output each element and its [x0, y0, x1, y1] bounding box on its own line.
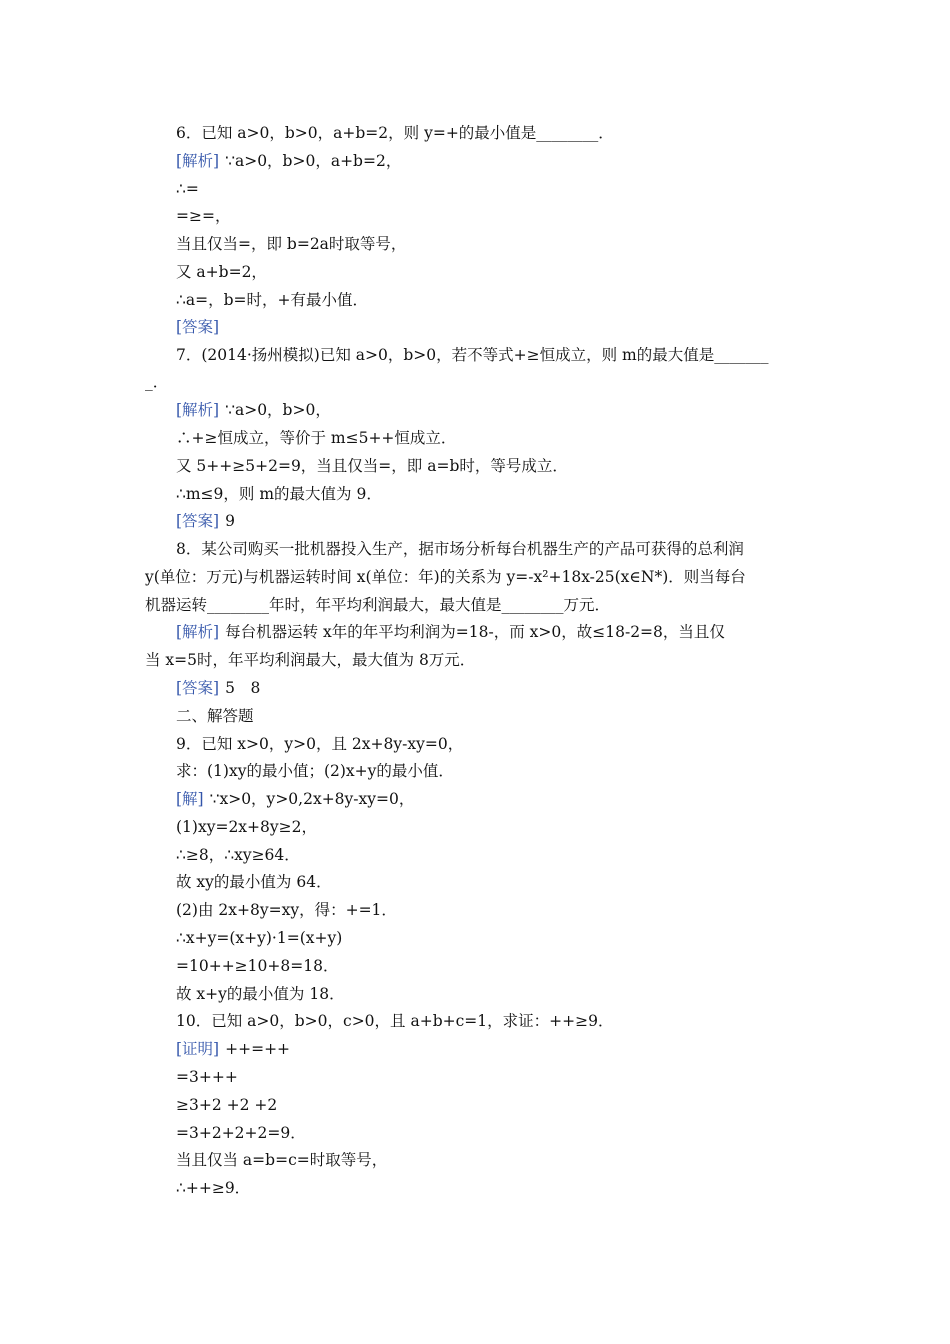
text-line: =10++≥10+8=18． — [176, 957, 339, 975]
text-line: ∴+≥恒成立，等价于 m≤5++恒成立． — [176, 429, 457, 447]
text-line: =≥=， — [176, 207, 231, 225]
text-line: ∴m≤9，则 m的最大值为 9． — [176, 485, 382, 503]
text-line: 8．某公司购买一批机器投入生产，据市场分析每台机器生产的产品可获得的总利润 — [176, 540, 744, 558]
text-line: [解析] ∵a>0，b>0，a+b=2， — [176, 152, 402, 170]
text-line: 机器运转________年时，年平均利润最大，最大值是________万元． — [145, 596, 611, 614]
text-line: (1)xy=2x+8y≥2， — [176, 818, 317, 836]
analysis-tag: [解析] — [176, 623, 220, 641]
text-line: 故 x+y的最小值为 18． — [176, 985, 345, 1003]
text-line: [解析] ∵a>0，b>0， — [176, 401, 331, 419]
text-line: 当且仅当=，即 b=2a时取等号， — [176, 235, 407, 253]
text-line: 6．已知 a>0，b>0，a+b=2，则 y=+的最小值是________． — [176, 124, 614, 142]
text-line: [解] ∵x>0，y>0,2x+8y-xy=0， — [176, 790, 415, 808]
text-line: ≥3+2 +2 +2 — [176, 1096, 278, 1114]
answer-tag: [答案] — [176, 512, 220, 530]
text-line: 10．已知 a>0，b>0，c>0，且 a+b+c=1，求证：++≥9． — [176, 1012, 614, 1030]
section-heading: 二、解答题 — [176, 707, 254, 725]
text-line: 当且仅当 a=b=c=时取等号， — [176, 1151, 388, 1169]
text-line: 故 xy的最小值为 64． — [176, 873, 332, 891]
text-line: [解析] 每台机器运转 x年的年平均利润为=18-，而 x>0，故≤18-2=8，当且仅 — [176, 623, 725, 641]
text-line: =3+++ — [176, 1068, 238, 1086]
text-line: 9．已知 x>0，y>0，且 2x+8y-xy=0， — [176, 735, 464, 753]
text-line: ∴++≥9． — [176, 1179, 251, 1197]
answer-tag: [答案] — [176, 318, 220, 336]
text-line: ∴a=，b=时，+有最小值． — [176, 291, 368, 309]
text-line: ∴= — [176, 180, 199, 198]
text-line: (2)由 2x+8y=xy，得：+=1． — [176, 901, 397, 919]
text-line: 又 5++≥5+2=9，当且仅当=，即 a=b时，等号成立． — [176, 457, 568, 475]
text-line: 求：(1)xy的最小值；(2)x+y的最小值． — [176, 762, 454, 780]
text-line: [答案] 9 — [176, 512, 235, 530]
analysis-tag: [解析] — [176, 152, 220, 170]
text-line: 当 x=5时，年平均利润最大，最大值为 8万元． — [145, 651, 476, 669]
solution-tag: [解] — [176, 790, 204, 808]
answer-tag: [答案] — [176, 679, 220, 697]
text-line: [证明] ++=++ — [176, 1040, 291, 1058]
text-line: 7．(2014·扬州模拟)已知 a>0，b>0，若不等式+≥恒成立，则 m的最大值是_______ — [176, 346, 769, 364]
proof-tag: [证明] — [176, 1040, 220, 1058]
analysis-tag: [解析] — [176, 401, 220, 419]
text-line: 又 a+b=2， — [176, 263, 267, 281]
text-line — [176, 314, 225, 340]
text-line: y(单位：万元)与机器运转时间 x(单位：年)的关系为 y=-x²+18x-25(x∈N*)．则当每台 — [145, 568, 746, 586]
text-line: ∴≥8，∴xy≥64． — [176, 846, 300, 864]
text-line: _． — [145, 373, 169, 391]
text-line: ∴x+y=(x+y)·1=(x+y) — [176, 929, 343, 947]
text-line: [答案] 5 8 — [176, 679, 261, 697]
text-line: =3+2+2+2=9． — [176, 1124, 306, 1142]
